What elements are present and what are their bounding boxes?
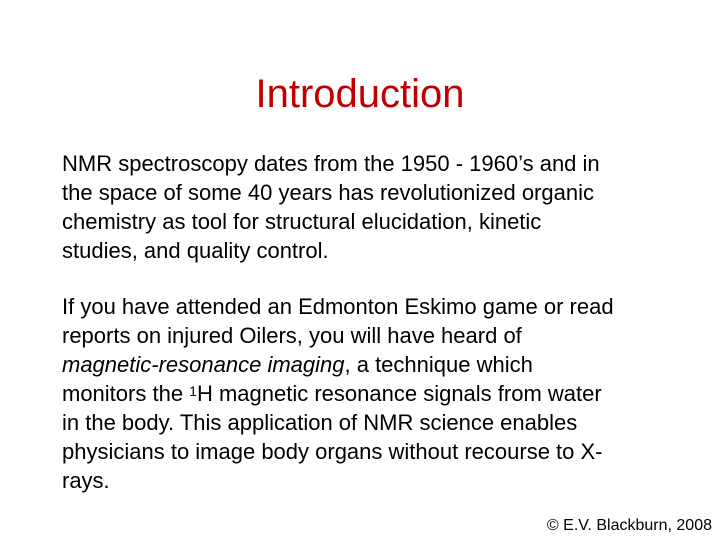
paragraph-line	[62, 350, 682, 379]
paragraph-line: reports on injured Oilers, you will have heard of	[62, 323, 522, 348]
paragraph-fragment: monitors the	[62, 381, 190, 406]
paragraph-line	[62, 379, 682, 408]
mri-term: magnetic-resonance imaging	[62, 352, 345, 377]
copyright-notice: © E.V. Blackburn, 2008	[546, 517, 712, 534]
paragraph-fragment: , a technique which	[344, 352, 533, 377]
paragraph-line: NMR spectroscopy dates from the 1950 - 1960’s and in	[62, 151, 600, 176]
paragraph-nmr-history	[62, 149, 682, 265]
paragraph-line: physicians to image body organs without recourse to X-	[62, 439, 603, 464]
slide-title	[0, 68, 720, 120]
slide-title-text: Introduction	[255, 72, 465, 116]
paragraph-line: in the body. This application of NMR science enables	[62, 410, 578, 435]
paragraph-line: chemistry as tool for structural elucidation, kinetic	[62, 209, 542, 234]
paragraph-mri	[62, 292, 682, 495]
paragraph-line: the space of some 40 years has revolutionized organic	[62, 180, 594, 205]
paragraph-line: If you have attended an Edmonton Eskimo game or read	[62, 294, 614, 319]
isotope-superscript: 1	[189, 383, 197, 399]
paragraph-line: studies, and quality control.	[62, 238, 329, 263]
paragraph-fragment: H magnetic resonance signals from water	[196, 381, 602, 406]
paragraph-line: rays.	[62, 468, 110, 493]
